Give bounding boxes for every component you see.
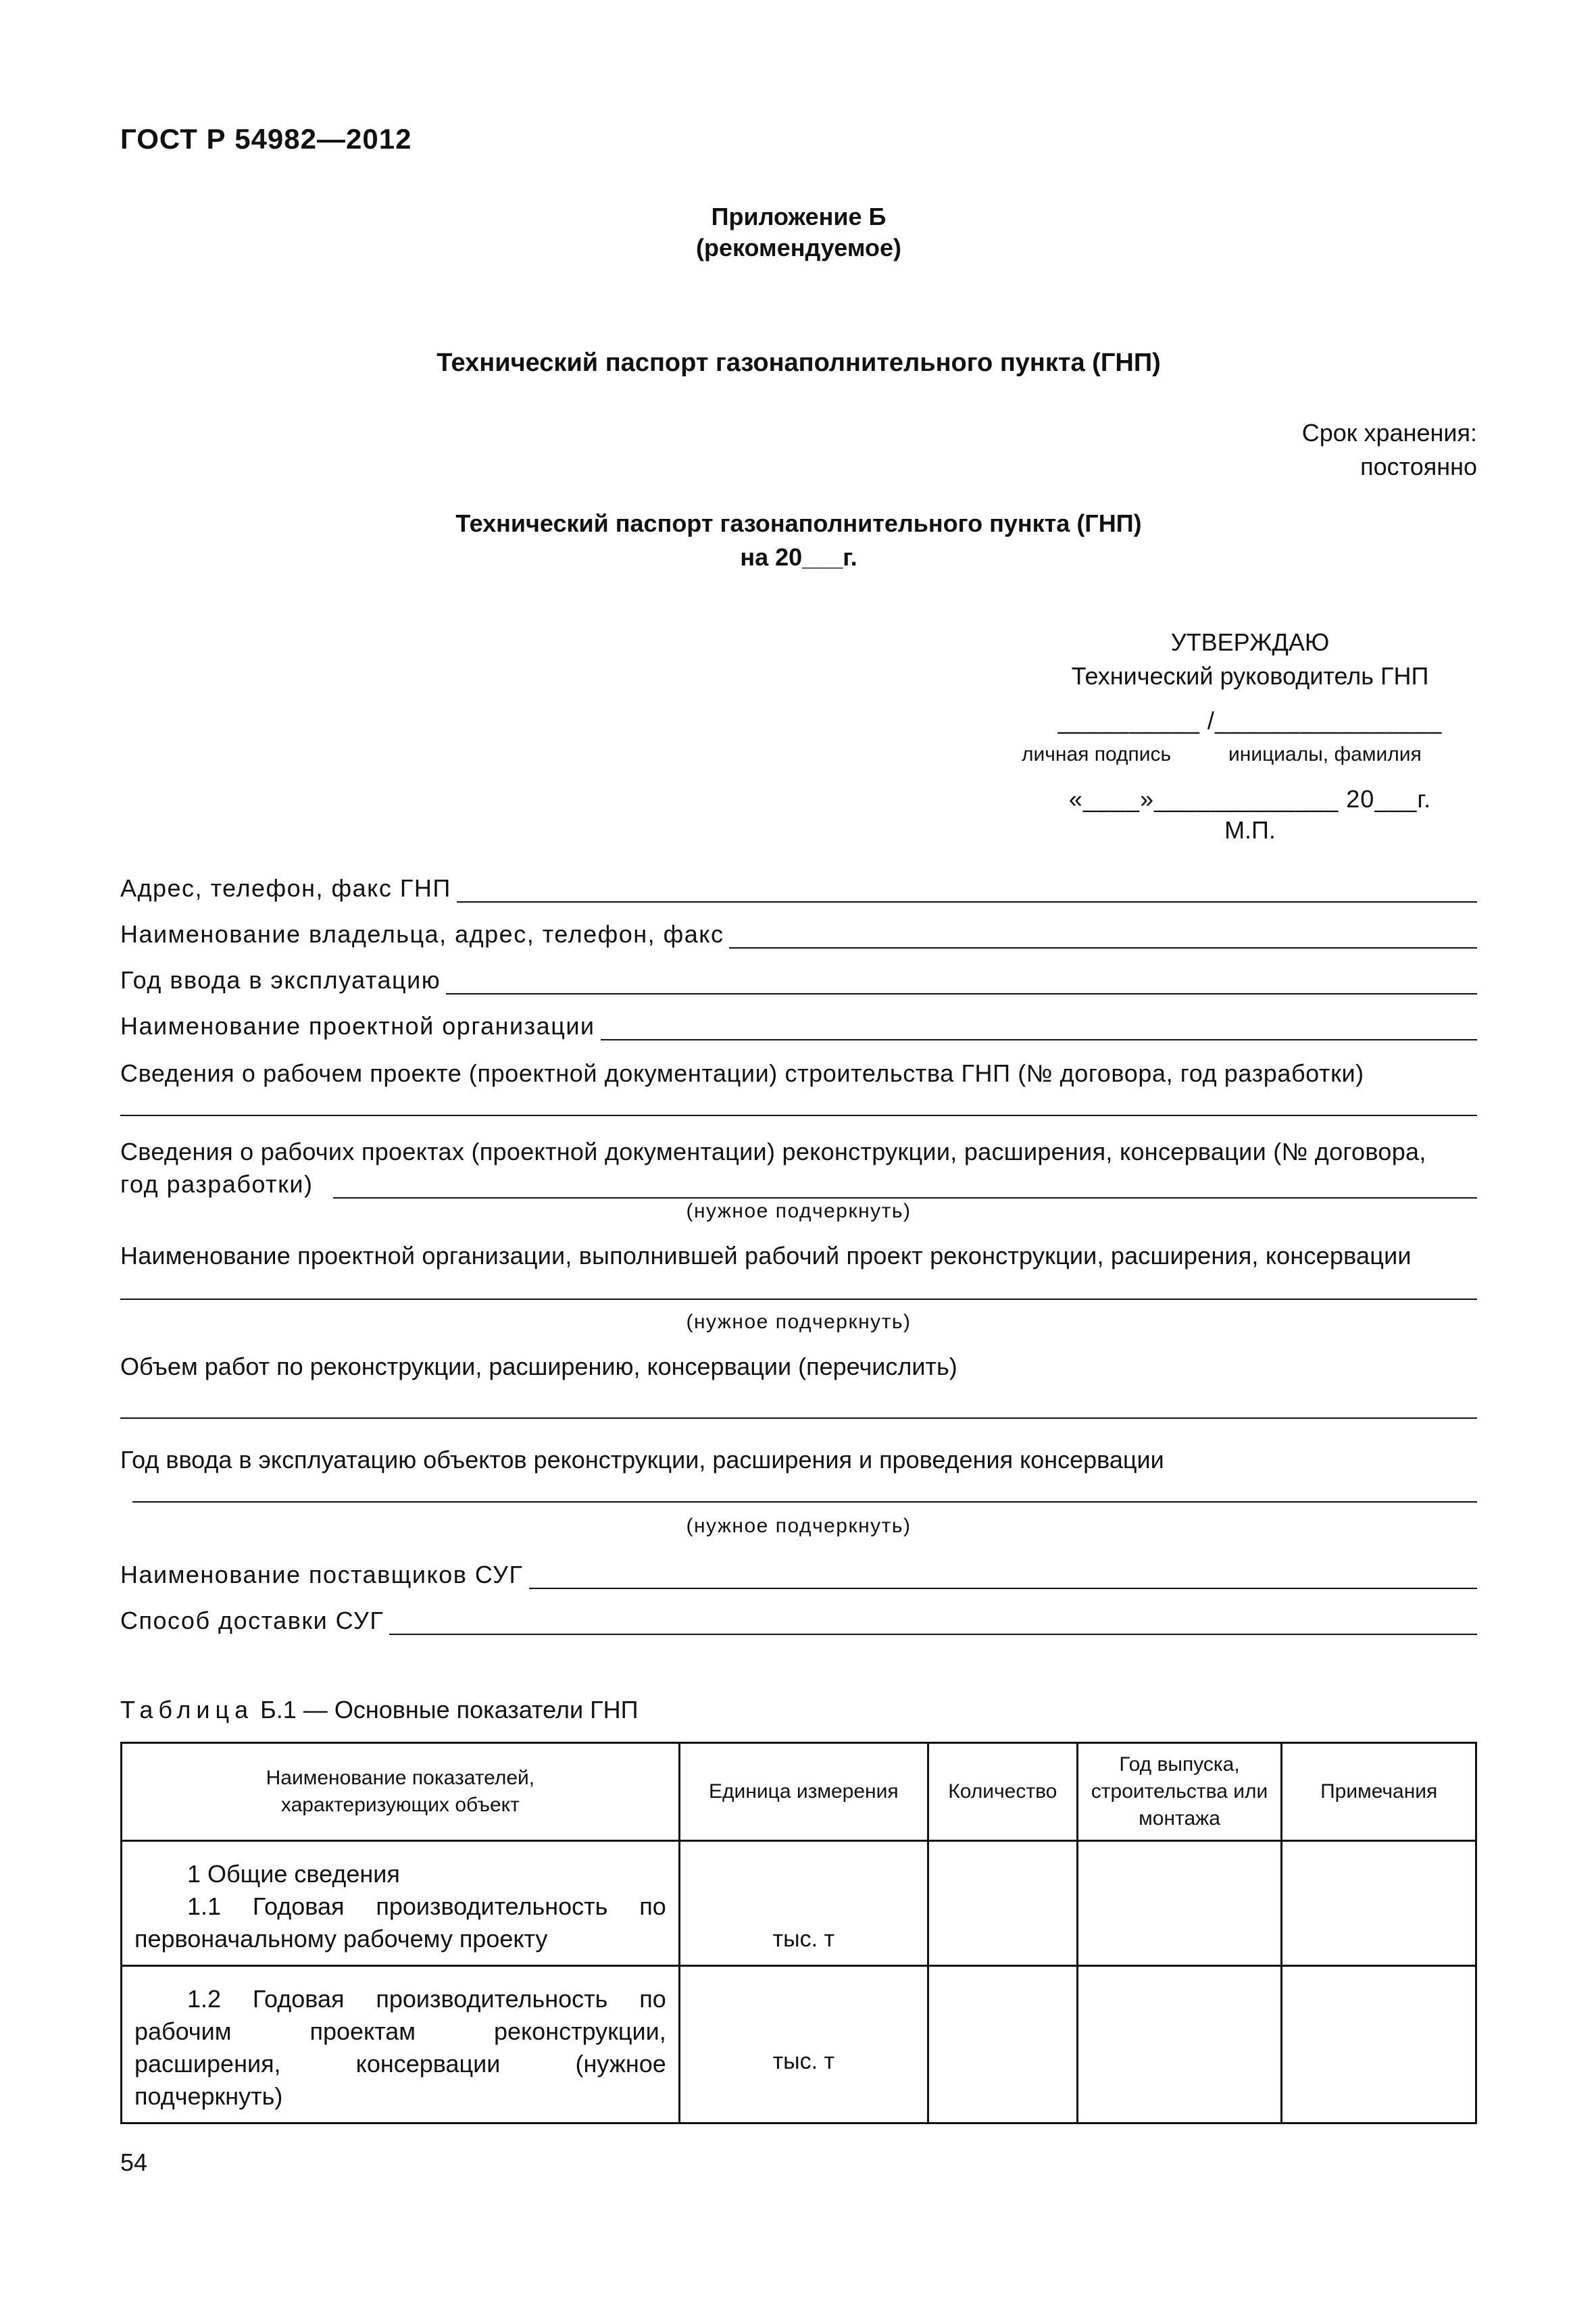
header-year: Год выпуска, строительства или монтажа <box>1077 1743 1282 1841</box>
address-blank[interactable] <box>457 877 1477 903</box>
storage-label: Срок хранения: <box>1301 419 1477 447</box>
standard-number: ГОСТ Р 54982—2012 <box>120 123 412 155</box>
header-notes: Примечания <box>1282 1743 1476 1841</box>
header-quantity: Количество <box>928 1743 1077 1841</box>
passport-title <box>120 507 1477 574</box>
table-row <box>122 1841 1476 1966</box>
commission-year-field[interactable] <box>120 966 1477 995</box>
recon-org-label: Наименование проектной организации, выполнившей рабочий проект реконструкции, расширения, консервации <box>120 1242 1412 1269</box>
recon-projects-field[interactable] <box>120 1170 1477 1199</box>
design-org-label: Наименование проектной организации <box>120 1012 595 1040</box>
year-cell[interactable] <box>1077 1966 1282 2123</box>
owner-field[interactable] <box>120 920 1477 949</box>
table-caption-text: Б.1 — Основные показатели ГНП <box>260 1696 639 1724</box>
design-org-blank[interactable] <box>601 1015 1477 1040</box>
indicator-text: 1.1 Годовая производительность по первоначальному рабочему проекту <box>134 1892 666 1953</box>
indicator-section: 1 Общие сведения <box>187 1860 400 1888</box>
address-field[interactable] <box>120 874 1477 903</box>
notes-cell[interactable] <box>1282 1966 1476 2123</box>
table-caption <box>120 1696 638 1724</box>
suppliers-field[interactable] <box>120 1561 1477 1589</box>
underline-note: (нужное подчеркнуть) <box>686 1311 912 1333</box>
indicator-cell <box>122 1841 680 1966</box>
recon-projects-label-cont: год разработки) <box>120 1170 314 1198</box>
delivery-blank[interactable] <box>389 1609 1477 1635</box>
header-unit: Единица измерения <box>679 1743 928 1841</box>
table-header-row <box>122 1743 1476 1841</box>
commission-year-label: Год ввода в эксплуатацию <box>120 966 441 994</box>
underline-note: (нужное подчеркнуть) <box>686 1200 912 1222</box>
quantity-cell[interactable] <box>928 1966 1077 2123</box>
recon-year-label: Год ввода в эксплуатацию объектов реконструкции, расширения и проведения консервации <box>120 1446 1164 1474</box>
suppliers-label: Наименование поставщиков СУГ <box>120 1561 524 1588</box>
table-row <box>122 1966 1476 2123</box>
project-info-label: Сведения о рабочем проекте (проектной документации) строительства ГНП (№ договора, год разработки) <box>120 1059 1364 1087</box>
unit-cell: тыс. т <box>679 1841 928 1966</box>
page-number: 54 <box>120 2148 148 2176</box>
recon-year-blank[interactable] <box>132 1501 1477 1503</box>
owner-label: Наименование владельца, адрес, телефон, факс <box>120 920 724 948</box>
recon-projects-blank[interactable] <box>333 1173 1477 1199</box>
indicator-text: 1.2 Годовая производительность по рабочим проектам реконструкции, расширения, консервации (нужное подчеркнуть) <box>134 1985 666 2110</box>
header-indicator-name: Наименование показателей, характеризующих объект <box>122 1743 680 1841</box>
delivery-field[interactable] <box>120 1607 1477 1635</box>
passport-title-line: Технический паспорт газонаполнительного пункта (ГНП) <box>455 509 1142 537</box>
appendix-title: Приложение Б <box>711 203 887 230</box>
address-label: Адрес, телефон, факс ГНП <box>120 874 451 902</box>
signature-caption: личная подпись <box>1022 743 1172 765</box>
underline-note: (нужное подчеркнуть) <box>686 1515 912 1537</box>
table-caption-prefix: Таблица <box>120 1696 254 1724</box>
works-volume-label: Объем работ по реконструкции, расширению, консервации (перечислить) <box>120 1353 957 1380</box>
storage-period <box>1302 416 1477 484</box>
name-caption: инициалы, фамилия <box>1228 743 1422 765</box>
design-org-field[interactable] <box>120 1012 1477 1040</box>
storage-value: постоянно <box>1360 453 1477 480</box>
works-volume-blank[interactable] <box>120 1417 1477 1419</box>
owner-blank[interactable] <box>729 923 1477 949</box>
recon-org-blank[interactable] <box>120 1299 1477 1300</box>
stamp-place: М.П. <box>1224 816 1276 844</box>
appendix-status: (рекомендуемое) <box>696 234 901 261</box>
suppliers-blank[interactable] <box>529 1563 1477 1589</box>
signature-line: __________ /________________ <box>1057 707 1443 734</box>
quantity-cell[interactable] <box>928 1841 1077 1966</box>
project-info-blank[interactable] <box>120 1115 1477 1116</box>
recon-projects-label: Сведения о рабочих проектах (проектной документации) реконструкции, расширения, консервации (№ договора, <box>120 1138 1426 1165</box>
appendix-heading <box>120 201 1477 263</box>
indicator-cell <box>122 1966 680 2123</box>
approver-position: Технический руководитель ГНП <box>1071 662 1429 690</box>
notes-cell[interactable] <box>1282 1841 1476 1966</box>
indicators-table <box>120 1742 1477 2124</box>
document-title: Технический паспорт газонаполнительного пункта (ГНП) <box>437 349 1161 377</box>
year-cell[interactable] <box>1077 1841 1282 1966</box>
approval-date-line: «____»_____________ 20___г. <box>1068 785 1432 813</box>
passport-year-line: на 20___г. <box>740 543 857 571</box>
delivery-label: Способ доставки СУГ <box>120 1607 384 1634</box>
approve-label: УТВЕРЖДАЮ <box>1170 628 1330 656</box>
unit-cell: тыс. т <box>679 1966 928 2123</box>
commission-year-blank[interactable] <box>446 969 1477 995</box>
